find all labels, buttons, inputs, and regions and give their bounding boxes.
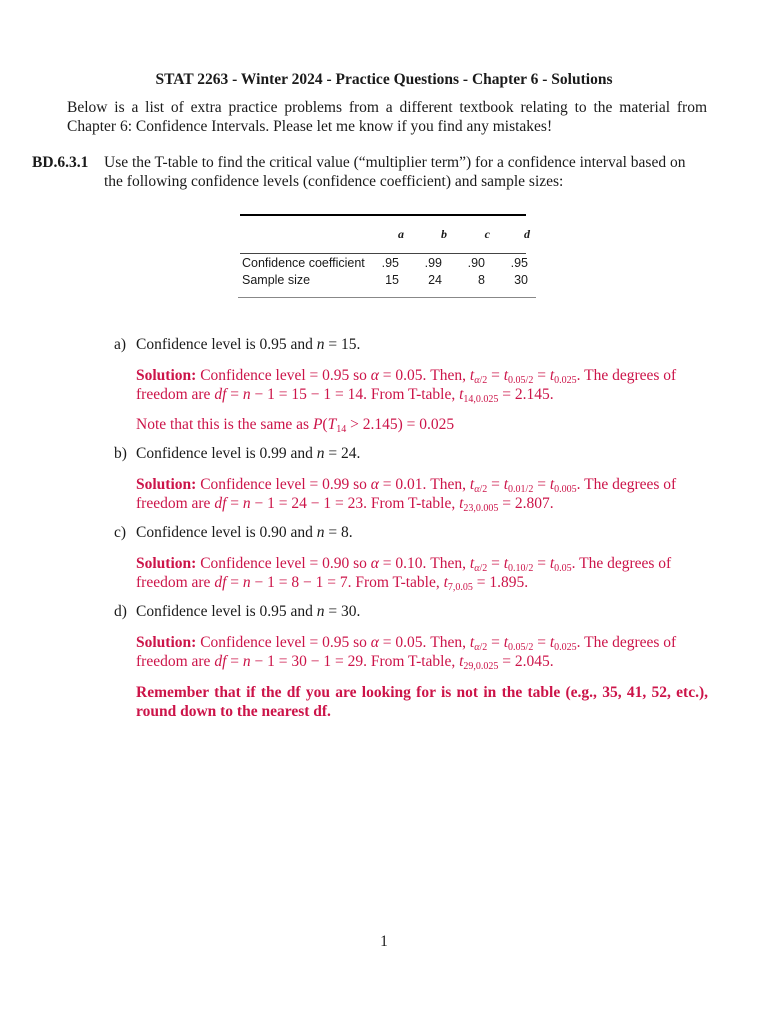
table-header-d: d bbox=[524, 227, 530, 241]
table-header-c: c bbox=[484, 227, 490, 241]
solution-label: Solution: bbox=[136, 476, 197, 493]
part-c-text: Confidence level is 0.90 and n = 8. bbox=[136, 524, 353, 541]
solution-label: Solution: bbox=[136, 367, 197, 384]
part-c-solution: Solution: Confidence level = 0.90 so α = 0.10. Then, $t_{\alpha/2} = t_{0.10/2} = t_{0.05}$. The degrees of freedom are df = n − 1 = 8 − 1 = 7. From T-table, $t_{7,0.05} = 1.895$. bbox=[136, 555, 672, 593]
table-cell: 24 bbox=[428, 273, 442, 287]
question-text: Use the T-table to find the critical value (“multiplier term”) for a confidence interval based on the following confidence levels (confidence coefficient) and sample sizes: bbox=[104, 154, 686, 190]
solution-label: Solution: bbox=[136, 555, 197, 572]
table-row-label: Confidence coefficient bbox=[242, 256, 365, 270]
table-cell: .95 bbox=[510, 256, 528, 270]
table-header-b: b bbox=[441, 227, 447, 241]
solution-label: Solution: bbox=[136, 634, 197, 651]
table-cell: 15 bbox=[385, 273, 399, 287]
part-a-label: a) bbox=[114, 336, 127, 353]
table-bottom-rule bbox=[238, 297, 536, 298]
part-d-solution: Solution: Confidence level = 0.95 so α = 0.05. Then, $t_{\alpha/2} = t_{0.05/2} = t_{0.025}$. The degrees of freedom are df = n − 1 = 30 − 1 = 29. From T-table, $t_{29,0.025} = 2.045$. bbox=[136, 634, 677, 672]
part-c-label: c) bbox=[114, 524, 127, 541]
part-a-solution: Solution: Confidence level = 0.95 so α = 0.05. Then, $t_{\alpha/2} = t_{0.05/2} = t_{0.025}$. The degrees of freedom are df = n − 1 = 15 − 1 = 14. From T-table, $t_{14,0.025} = 2.145$. bbox=[136, 367, 677, 405]
table-cell: .90 bbox=[467, 256, 485, 270]
part-b-text: Confidence level is 0.99 and n = 24. bbox=[136, 445, 361, 462]
part-a-note: Note that this is the same as $P(T_{14} > 2.145) = 0.025$ bbox=[136, 416, 455, 435]
table-cell: .95 bbox=[381, 256, 399, 270]
page-title: STAT 2263 - Winter 2024 - Practice Questions - Chapter 6 - Solutions bbox=[155, 71, 613, 88]
part-d-label: d) bbox=[114, 603, 127, 620]
table-header-a: a bbox=[398, 227, 404, 241]
part-d-text: Confidence level is 0.95 and n = 30. bbox=[136, 603, 361, 620]
table-cell: 8 bbox=[478, 273, 485, 287]
page-number: 1 bbox=[380, 933, 388, 950]
table-cell: .99 bbox=[424, 256, 442, 270]
question-label: BD.6.3.1 bbox=[32, 154, 89, 171]
remember-note: Remember that if the df you are looking for is not in the table (e.g., 35, 41, 52, etc.), round down to the nearest df. bbox=[136, 684, 708, 720]
table-top-rule bbox=[240, 214, 526, 216]
part-b-solution: Solution: Confidence level = 0.99 so α = 0.01. Then, $t_{\alpha/2} = t_{0.01/2} = t_{0.005}$. The degrees of freedom are df = n − 1 = 24 − 1 = 23. From T-table, $t_{23,0.005} = 2.807$. bbox=[136, 476, 677, 514]
table-row-label: Sample size bbox=[242, 273, 311, 287]
table-cell: 30 bbox=[514, 273, 528, 287]
part-a-text: Confidence level is 0.95 and n = 15. bbox=[136, 336, 361, 353]
part-b-label: b) bbox=[114, 445, 127, 462]
intro-paragraph: Below is a list of extra practice problems from a different textbook relating to the material from Chapter 6: Confidence Intervals. Please let me know if you find any mistakes! bbox=[67, 99, 707, 135]
